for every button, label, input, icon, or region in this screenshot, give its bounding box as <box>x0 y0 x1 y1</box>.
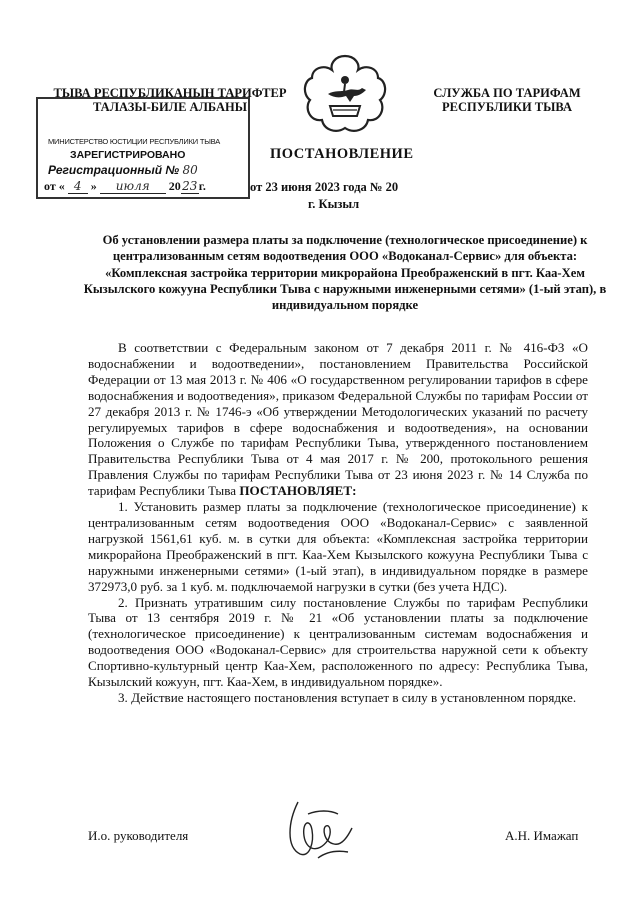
signatory-role: И.о. руководителя <box>88 828 189 843</box>
preamble-paragraph <box>88 340 588 499</box>
stamp-date-year-prefix: 20 <box>168 179 181 193</box>
stamp-reg-number: 80 <box>182 163 198 177</box>
signatory-name: А.Н. Имажап <box>505 828 579 843</box>
stamp-date-year: 23 <box>182 179 198 193</box>
document-title: Об установлении размера платы за подключение (технологическое присоединение) к централизованным сетям водоотведения ООО «Водоканал-Сервис» для объекта: «Комплексная застройка территории микрорайона Преображенский в пгт. Каа-Хем Кызылского кожууна Республики Тыва с наружными инженерными сетями» (1-ый этап), в индивидуальном порядке <box>83 233 607 313</box>
stamp-date <box>44 179 206 194</box>
document-body <box>88 340 588 706</box>
issuer-name-russian: СЛУЖБА ПО ТАРИФАМ РЕСПУБЛИКИ ТЫВА <box>433 86 581 114</box>
stamp-registered-label: ЗАРЕГИСТРИРОВАНО <box>70 149 186 161</box>
stamp-date-suffix: г. <box>198 179 206 193</box>
stamp-date-month: июля <box>100 179 166 194</box>
stamp-registration-number <box>48 163 198 177</box>
issuer-name-tuvan: ТЫВА РЕСПУБЛИКАНЫН ТАРИФТЕР ТАЛАЗЫ-БИЛЕ АЛБАНЫ <box>53 86 287 114</box>
item-1: 1. Установить размер платы за подключение (технологическое присоединение) к централизованным сетям водоотведения ООО «Водоканал-Сервис» с заявленной нагрузкой 1561,61 куб. м. в сутки для объекта: «Комплексная застройка территории микрорайона Преображенский в пгт. Каа-Хем Кызылского кожууна Республики Тыва с наружными инженерными сетями» (1-ый этап), в индивидуальном порядке в размере 372973,0 руб. за 1 куб. м. подключаемой нагрузки в сутки (без учета НДС). <box>88 499 588 594</box>
handwritten-signature-icon <box>278 792 368 872</box>
document-type: ПОСТАНОВЛЕНИЕ <box>270 146 414 162</box>
stamp-reg-label: Регистрационный № <box>48 163 180 177</box>
tuva-coat-of-arms-icon <box>300 50 390 140</box>
stamp-date-sep: » <box>90 179 97 193</box>
stamp-date-prefix: от « <box>44 179 65 193</box>
document-city: г. Кызыл <box>308 197 360 211</box>
item-2: 2. Признать утратившим силу постановление Службы по тарифам Республики Тыва от 13 сентября 2019 г. № 21 «Об установлении платы за подключение (технологическое присоединение) к централизованным системам водоснабжения и водоотведения ООО «Водоканал-Сервис» для строительства наружной сети к объекту Спортивно-культурный центр Каа-Хем, расположенного по адресу: Республика Тыва, Кызылский кожуун, пгт. Каа-Хем, в индивидуальном порядке». <box>88 594 588 690</box>
preamble-text: В соответствии с Федеральным законом от 7 декабря 2011 г. № 416-ФЗ «О водоснабжении и водоотведении», постановлением Правительства Российской Федерации от 13 мая 2013 г. № 406 «О государственном регулировании тарифов в сфере водоснабжения и водоотведения», приказом Федеральной Службы по тарифам России от 27 декабря 2013 г. № 1746-э «Об утверждении Методологических указаний по расчету регулируемых тарифов в сфере водоснабжения и водоотведения», на основании Положения о Службе по тарифам Республики Тыва, утвержденного постановлением Правительства Республики Тыва от 4 мая 2017 г. № 200, протокольного решения Правления Службы по тарифам Республики Тыва от 23 июня 2023 г. № 14 Служба по тарифам Республики Тыва <box>88 340 588 499</box>
stamp-ministry-label: МИНИСТЕРСТВО ЮСТИЦИИ РЕСПУБЛИКИ ТЫВА <box>48 137 221 146</box>
stamp-date-day: 4 <box>68 179 88 194</box>
document-date: от 23 июня 2023 года № 20 <box>250 180 399 194</box>
resolves-label: ПОСТАНОВЛЯЕТ: <box>239 483 357 499</box>
item-3: 3. Действие настоящего постановления вступает в силу в установленном порядке. <box>118 689 577 705</box>
